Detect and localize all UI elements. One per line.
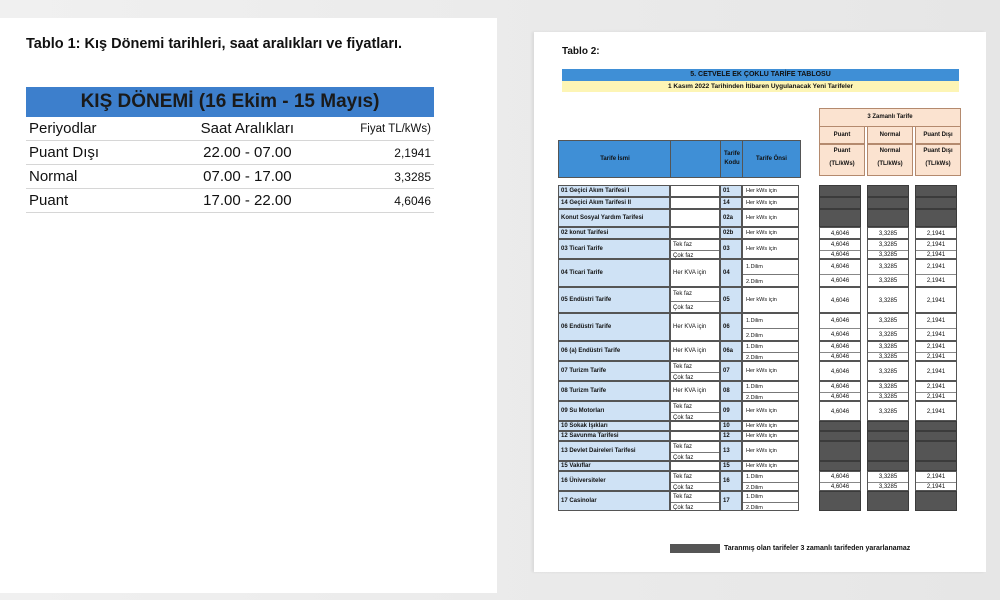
tariff-extra [670, 461, 720, 471]
onsi-sub: 2.Dilim [746, 279, 763, 285]
period-cell: Puant Dışı [29, 144, 100, 161]
effective-date-banner: 1 Kasım 2022 Tarihinden İtibaren Uygulanacak Yeni Tarifeler [562, 81, 959, 92]
tariff-row [558, 313, 963, 341]
tariff-row [558, 259, 963, 287]
tariff-name: 10 Sokak Işıkları [558, 421, 670, 431]
tariff-code: 10 [720, 421, 742, 431]
tariff-value: 2,1941 [926, 409, 946, 415]
tariff-value: 4,6046 [820, 240, 860, 251]
tariff-value-cell [915, 471, 957, 491]
extra-sub: Tek faz [671, 240, 719, 251]
tariff-value: 3,3285 [878, 409, 898, 415]
shaded-cell [819, 421, 861, 431]
zone-unit-value: (TL/kWs) [877, 161, 903, 167]
tariff-onsi [742, 381, 799, 401]
tariff-value: 4,6046 [830, 484, 850, 490]
hours-cell: 22.00 - 07.00 [203, 144, 292, 161]
shaded-cell [819, 197, 861, 209]
tariff-value: 2,1941 [916, 314, 956, 329]
tariff-extra [670, 441, 720, 461]
tariff-value-cell [819, 381, 861, 401]
tariff-name: 03 Ticari Tarife [558, 239, 670, 259]
tariff-value-cell [867, 341, 909, 361]
tariff-value: 4,6046 [830, 231, 850, 237]
tariff-row [558, 421, 963, 431]
tariff-row [558, 287, 963, 313]
tariff-onsi [742, 471, 799, 491]
tariff-extra [670, 361, 720, 381]
extra-sub: Çok faz [671, 302, 719, 313]
tariff-value-cell [915, 287, 957, 313]
tariff-onsi [742, 491, 799, 511]
zone-unit-value: (TL/kWs) [925, 161, 951, 167]
shaded-cell [915, 197, 957, 209]
tariff-name: 04 Ticari Tarife [558, 259, 670, 287]
tariff-name: 06 (a) Endüstri Tarife [558, 341, 670, 361]
onsi-sub: 1.Dilim [743, 260, 798, 275]
tariff-value-cell [915, 259, 957, 287]
tariff-value: 4,6046 [820, 342, 860, 353]
tariff-value-cell [915, 239, 957, 259]
shaded-swatch [670, 544, 720, 553]
tariff-onsi: Her kWs için [742, 197, 799, 209]
tariff-value: 2,1941 [926, 369, 946, 375]
tariff-value: 3,3285 [878, 484, 898, 490]
tariff-name: 15 Vakıflar [558, 461, 670, 471]
tariff-name: 01 Geçici Akım Tarifesi I [558, 185, 670, 197]
tariff-extra: Her KVA için [670, 259, 720, 287]
shaded-cell [915, 491, 957, 511]
zone-col-puant-disi: Puant Dışı [915, 126, 961, 144]
tariff-value-cell [819, 239, 861, 259]
onsi-sub: 2.Dilim [746, 395, 763, 401]
tariff-extra [670, 431, 720, 441]
tariff-value-cell [819, 341, 861, 361]
shaded-cell [819, 185, 861, 197]
tariff-row [558, 441, 963, 461]
tariff-extra [670, 287, 720, 313]
tariff-value: 4,6046 [820, 314, 860, 329]
tariff-value: 2,1941 [916, 260, 956, 275]
legend [670, 544, 910, 553]
tariff-value-cell [867, 381, 909, 401]
extra-sub: Çok faz [671, 251, 719, 259]
tariff-value: 2,1941 [926, 252, 946, 258]
tariff-value: 3,3285 [868, 260, 908, 275]
extra-sub: Tek faz [671, 362, 719, 373]
zone-unit-label: Puant [833, 148, 851, 154]
tariff-value-cell [867, 287, 909, 313]
tariff-row [558, 239, 963, 259]
tariff-code: 14 [720, 197, 742, 209]
onsi-sub: 2.Dilim [746, 355, 763, 361]
tariff-value: 3,3285 [878, 332, 898, 338]
tariff-onsi: Her kWs için [742, 185, 799, 197]
onsi-sub: 1.Dilim [743, 342, 798, 353]
tariff-code: 06 [720, 313, 742, 341]
tariff-value-cell [915, 401, 957, 421]
tariff-value-cell [867, 361, 909, 381]
tariff-value: 2,1941 [926, 298, 946, 304]
tariff-row [558, 471, 963, 491]
shaded-cell [915, 431, 957, 441]
tariff-row [558, 227, 963, 239]
zone-unit-puant [819, 144, 865, 176]
tariff-value: 2,1941 [916, 342, 956, 353]
tariff-name: 02 konut Tarifesi [558, 227, 670, 239]
shaded-cell [867, 185, 909, 197]
tariff-code: 16 [720, 471, 742, 491]
tariff-value: 2,1941 [916, 472, 956, 483]
tariff-extra [670, 185, 720, 197]
winter-period-header: KIŞ DÖNEMİ (16 Ekim - 15 Mayıs) [26, 87, 434, 117]
hours-cell: 07.00 - 17.00 [203, 168, 292, 185]
shaded-cell [915, 441, 957, 461]
tariff-value-cell [819, 361, 861, 381]
tariff-value-cell [819, 313, 861, 341]
tariff-name: 09 Su Motorları [558, 401, 670, 421]
extra-sub: Tek faz [671, 442, 719, 453]
col-tarife-ismi: Tarife İsmi [558, 140, 672, 178]
tariff-value-cell [915, 381, 957, 401]
price-cell: 3,3285 [394, 169, 431, 184]
shaded-cell [819, 491, 861, 511]
zone-unit-puant-disi [915, 144, 961, 176]
tariff-value-cell [819, 401, 861, 421]
tariff-row [558, 381, 963, 401]
extra-sub: Tek faz [671, 288, 719, 302]
tariff-row [558, 209, 963, 227]
multi-tariff-banner: 5. CETVELE EK ÇOKLU TARİFE TABLOSU [562, 69, 959, 81]
tariff-value-cell [915, 313, 957, 341]
tariff-value-cell [867, 239, 909, 259]
extra-sub: Çok faz [671, 503, 719, 511]
tariff-value: 3,3285 [868, 472, 908, 483]
tariff-value: 4,6046 [820, 472, 860, 483]
tariff-name: Konut Sosyal Yardım Tarifesi [558, 209, 670, 227]
extra-sub: Tek faz [671, 492, 719, 503]
tariff-value: 3,3285 [868, 382, 908, 393]
tariff-value: 4,6046 [830, 354, 850, 360]
tariff-value: 2,1941 [926, 278, 946, 284]
tariff-row [558, 341, 963, 361]
tariff-value: 3,3285 [868, 342, 908, 353]
tariff-row [558, 185, 963, 197]
zone-unit-label: Puant Dışı [923, 148, 953, 154]
tariff-code: 05 [720, 287, 742, 313]
price-cell: 4,6046 [394, 193, 431, 208]
tariff-value-cell [819, 227, 861, 239]
shaded-cell [867, 431, 909, 441]
shaded-cell [867, 461, 909, 471]
tariff-value: 3,3285 [878, 369, 898, 375]
tariff-name: 07 Turizm Tarife [558, 361, 670, 381]
onsi-sub: 2.Dilim [746, 485, 763, 491]
tariff-value-cell [819, 471, 861, 491]
extra-sub: Çok faz [671, 453, 719, 461]
tariff-code: 12 [720, 431, 742, 441]
tariff-extra [670, 401, 720, 421]
table2-title: Tablo 2: [562, 46, 600, 57]
tariff-name: 17 Casinolar [558, 491, 670, 511]
tariff-row [558, 401, 963, 421]
tariff-code: 04 [720, 259, 742, 287]
tariff-onsi: Her kWs için [742, 361, 799, 381]
tariff-value: 4,6046 [830, 409, 850, 415]
tariff-value: 3,3285 [868, 314, 908, 329]
zone-col-normal: Normal [867, 126, 913, 144]
tariff-code: 08 [720, 381, 742, 401]
tariff-value-cell [915, 227, 957, 239]
table-row [26, 189, 434, 213]
tariff-code: 03 [720, 239, 742, 259]
tariff-row [558, 461, 963, 471]
onsi-sub: 2.Dilim [746, 333, 763, 339]
tariff-name: 08 Turizm Tarife [558, 381, 670, 401]
tariff-code: 02b [720, 227, 742, 239]
table-row [26, 165, 434, 189]
tariff-onsi: Her kWs için [742, 401, 799, 421]
tariff-code: 09 [720, 401, 742, 421]
tariff-row [558, 197, 963, 209]
tariff-row [558, 491, 963, 511]
tariff-extra: Her KVA için [670, 341, 720, 361]
tariff-onsi [742, 313, 799, 341]
tariff-onsi: Her kWs için [742, 461, 799, 471]
onsi-sub: 1.Dilim [743, 314, 798, 329]
period-cell: Puant [29, 192, 69, 209]
tariff-value: 4,6046 [830, 369, 850, 375]
tariff-value: 2,1941 [926, 354, 946, 360]
tariff-value: 4,6046 [820, 382, 860, 393]
tariff-code: 17 [720, 491, 742, 511]
tariff-extra [670, 239, 720, 259]
shaded-cell [819, 431, 861, 441]
tariff-extra [670, 421, 720, 431]
shaded-cell [819, 209, 861, 227]
tariff-extra [670, 491, 720, 511]
tariff-value: 2,1941 [926, 332, 946, 338]
tariff-code: 13 [720, 441, 742, 461]
tariff-value: 3,3285 [868, 240, 908, 251]
tariff-value-cell [867, 313, 909, 341]
tariff-value: 4,6046 [830, 298, 850, 304]
shaded-cell [819, 461, 861, 471]
shaded-cell [867, 209, 909, 227]
shaded-cell [915, 185, 957, 197]
shaded-cell [915, 421, 957, 431]
legend-text: Taranmış olan tarifeler 3 zamanlı tarifeden yararlanamaz [724, 545, 911, 552]
tariff-value-cell [867, 259, 909, 287]
tariff-value: 4,6046 [830, 278, 850, 284]
tariff-value: 3,3285 [878, 278, 898, 284]
tariff-value: 3,3285 [878, 354, 898, 360]
tariff-onsi [742, 341, 799, 361]
col-hours: Saat Aralıkları [200, 120, 295, 137]
tariff-extra: Her KVA için [670, 313, 720, 341]
tariff-name: 14 Geçici Akım Tarifesi II [558, 197, 670, 209]
tariff-value: 4,6046 [830, 394, 850, 400]
zone-unit-normal [867, 144, 913, 176]
tariff-extra [670, 197, 720, 209]
tariff-onsi: Her kWs için [742, 227, 799, 239]
tariff-code: 15 [720, 461, 742, 471]
col-extra [670, 140, 722, 178]
tariff-value-cell [867, 401, 909, 421]
table1-panel [0, 18, 497, 593]
onsi-sub: 1.Dilim [743, 492, 798, 503]
shaded-cell [819, 441, 861, 461]
three-zone-tariff-header: 3 Zamanlı Tarife [819, 108, 961, 127]
tariff-row [558, 361, 963, 381]
tariff-name: 05 Endüstri Tarife [558, 287, 670, 313]
tariff-value: 4,6046 [830, 332, 850, 338]
tariff-extra: Her KVA için [670, 381, 720, 401]
extra-sub: Çok faz [671, 483, 719, 491]
tariff-code: 06a [720, 341, 742, 361]
col-price: Fiyat TL/kWs) [360, 122, 431, 135]
col-tarife-kodu: Tarife Kodu [720, 140, 744, 178]
onsi-sub: 1.Dilim [743, 382, 798, 393]
onsi-sub: 2.Dilim [746, 505, 763, 511]
tariff-value: 2,1941 [916, 240, 956, 251]
tariff-code: 01 [720, 185, 742, 197]
shaded-cell [915, 209, 957, 227]
table1-title: Tablo 1: Kış Dönemi tarihleri, saat aralıkları ve fiyatları. [26, 36, 403, 52]
tariff-value-cell [867, 471, 909, 491]
tariff-value: 3,3285 [878, 298, 898, 304]
tariff-value: 4,6046 [830, 252, 850, 258]
tariff-value: 2,1941 [916, 382, 956, 393]
zone-unit-value: (TL/kWs) [829, 161, 855, 167]
tariff-row [558, 431, 963, 441]
tariff-onsi: Her kWs için [742, 421, 799, 431]
tariff-code: 07 [720, 361, 742, 381]
extra-sub: Çok faz [671, 373, 719, 381]
tariff-value-cell [819, 259, 861, 287]
tariff-value: 2,1941 [926, 231, 946, 237]
tariff-value: 3,3285 [878, 252, 898, 258]
tariff-value: 2,1941 [926, 394, 946, 400]
tariff-value-cell [915, 341, 957, 361]
table-row [26, 141, 434, 165]
tariff-extra [670, 471, 720, 491]
tariff-value: 3,3285 [878, 394, 898, 400]
tariff-value: 3,3285 [878, 231, 898, 237]
shaded-cell [915, 461, 957, 471]
period-cell: Normal [29, 168, 78, 185]
col-tarife-onsi: Tarife Önsi [742, 140, 801, 178]
tariff-onsi: Her kWs için [742, 441, 799, 461]
tariff-name: 16 Üniversiteler [558, 471, 670, 491]
tariff-value-cell [915, 361, 957, 381]
tariff-onsi: Her kWs için [742, 239, 799, 259]
tariff-value-cell [819, 287, 861, 313]
hours-cell: 17.00 - 22.00 [203, 192, 292, 209]
tariff-onsi: Her kWs için [742, 287, 799, 313]
tariff-onsi [742, 259, 799, 287]
winter-tariff-table [26, 71, 434, 213]
tariff-code: 02a [720, 209, 742, 227]
shaded-cell [867, 197, 909, 209]
tariff-onsi: Her kWs için [742, 431, 799, 441]
zone-unit-label: Normal [879, 148, 901, 154]
shaded-cell [867, 441, 909, 461]
table2-document [534, 32, 986, 572]
table-header-row [26, 117, 434, 141]
tariff-name: 12 Savunma Tarifesi [558, 431, 670, 441]
tariff-name: 06 Endüstri Tarife [558, 313, 670, 341]
tariff-value: 2,1941 [926, 484, 946, 490]
onsi-sub: 1.Dilim [743, 472, 798, 483]
price-cell: 2,1941 [394, 145, 431, 160]
tariff-value-cell [867, 227, 909, 239]
extra-sub: Tek faz [671, 402, 719, 413]
tariff-extra [670, 227, 720, 239]
tariff-extra [670, 209, 720, 227]
shaded-cell [867, 491, 909, 511]
col-period: Periyodlar [29, 120, 97, 137]
extra-sub: Çok faz [671, 413, 719, 421]
tariff-value: 4,6046 [820, 260, 860, 275]
tariff-name: 13 Devlet Daireleri Tarifesi [558, 441, 670, 461]
tariff-onsi: Her kWs için [742, 209, 799, 227]
extra-sub: Tek faz [671, 472, 719, 483]
shaded-cell [867, 421, 909, 431]
zone-col-puant: Puant [819, 126, 865, 144]
